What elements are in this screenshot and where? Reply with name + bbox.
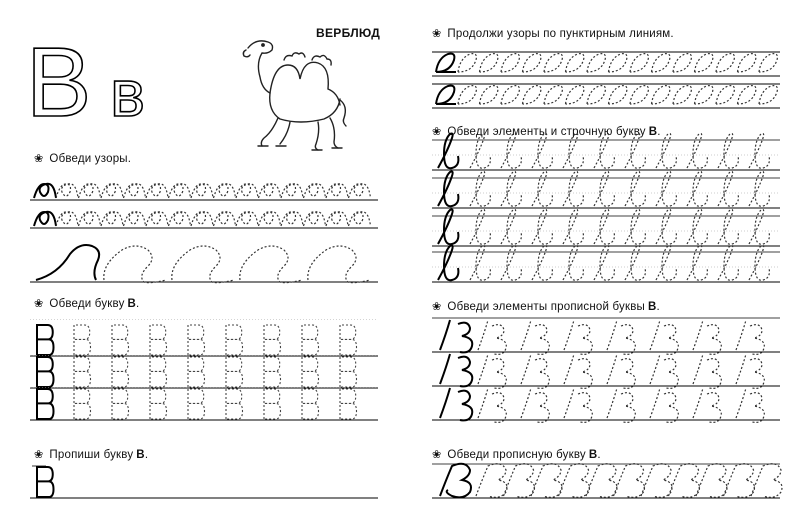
dotted-letter-b: [302, 357, 319, 387]
dotted-element: [607, 388, 635, 422]
dotted-wave: [308, 246, 370, 283]
dotted-wave: [104, 246, 166, 283]
dotted-uppercase-b: [641, 464, 672, 498]
big-uppercase-letter: В: [26, 27, 92, 137]
dotted-element: [470, 134, 490, 169]
dotted-pattern: [501, 86, 519, 104]
dotted-element: [656, 134, 676, 169]
flower-icon: ❀: [34, 153, 44, 165]
dotted-pattern: [716, 54, 734, 72]
dotted-letter-b: [340, 357, 357, 387]
dotted-element: [521, 388, 549, 422]
solid-letter-b: [37, 357, 54, 387]
dotted-element: [478, 320, 506, 354]
dotted-uppercase-b: [586, 464, 617, 498]
instruction-letter: В: [127, 297, 137, 310]
dotted-element: [470, 246, 490, 281]
dotted-uppercase-b: [751, 464, 782, 498]
dotted-pattern: [759, 86, 777, 104]
big-lowercase-letter: в: [110, 56, 146, 130]
dotted-element: [501, 246, 521, 281]
dotted-loop: [259, 212, 281, 226]
dotted-element: [749, 210, 769, 245]
dotted-pattern: [716, 86, 734, 104]
dotted-letter-b: [150, 357, 167, 387]
dotted-element: [687, 134, 707, 169]
dotted-loop: [79, 212, 101, 226]
dotted-loop: [191, 212, 213, 226]
dotted-pattern: [501, 54, 519, 72]
dotted-pattern: [587, 54, 605, 72]
dotted-element: [687, 246, 707, 281]
dotted-pattern: [587, 86, 605, 104]
dotted-pattern: [566, 86, 584, 104]
dotted-element: [749, 172, 769, 207]
dotted-letter-b: [302, 389, 319, 419]
dotted-element: [564, 320, 592, 354]
instruction-text: Обведи элементы прописной буквы: [447, 300, 645, 313]
dotted-element: [718, 172, 738, 207]
dotted-element: [470, 172, 490, 207]
dotted-loop: [304, 212, 326, 226]
dotted-letter-b: [340, 389, 357, 419]
dotted-pattern: [458, 54, 476, 72]
dotted-letter-b: [188, 389, 205, 419]
dotted-element: [736, 354, 764, 388]
dotted-pattern: [673, 54, 691, 72]
dotted-loop: [79, 184, 101, 198]
instruction-text: Обведи букву: [49, 297, 125, 310]
dotted-letter-b: [150, 389, 167, 419]
solid-uppercase-b: [440, 464, 471, 498]
dotted-element: [521, 354, 549, 388]
dotted-element: [563, 134, 583, 169]
dotted-element: [607, 320, 635, 354]
dotted-letter-b: [188, 357, 205, 387]
instruction-letter: В: [648, 125, 658, 138]
instruction-letter: В: [647, 300, 657, 313]
dotted-letter-b: [226, 325, 243, 355]
dotted-letter-b: [112, 357, 129, 387]
dotted-element: [470, 210, 490, 245]
dotted-element: [625, 210, 645, 245]
dotted-loop: [214, 212, 236, 226]
dotted-element: [594, 246, 614, 281]
dotted-letter-b: [74, 389, 91, 419]
dotted-wave: [172, 246, 234, 283]
dotted-loop: [56, 184, 78, 198]
solid-letter-b: [37, 325, 54, 355]
instruction-text: Обведи узоры.: [49, 152, 132, 165]
dotted-element: [478, 354, 506, 388]
dotted-element: [718, 210, 738, 245]
solid-element: [440, 320, 472, 352]
dotted-element: [650, 388, 678, 422]
dotted-uppercase-b: [504, 464, 535, 498]
dotted-element: [687, 210, 707, 245]
dotted-element: [594, 172, 614, 207]
dotted-loop: [124, 184, 146, 198]
dotted-letter-b: [74, 325, 91, 355]
dotted-loop: [349, 212, 371, 226]
dotted-element: [693, 354, 721, 388]
solid-wave: [36, 245, 99, 280]
dotted-letter-b: [188, 325, 205, 355]
dotted-pattern: [695, 54, 713, 72]
instruction-text: Пропиши букву: [49, 448, 134, 461]
dotted-element: [501, 210, 521, 245]
dotted-pattern: [738, 54, 756, 72]
dotted-element: [693, 320, 721, 354]
dotted-element: [650, 354, 678, 388]
dotted-uppercase-b: [724, 464, 755, 498]
solid-letter-b: [37, 389, 54, 419]
dotted-element: [563, 210, 583, 245]
dotted-loop: [349, 184, 371, 198]
dotted-loop: [101, 212, 123, 226]
dotted-loop: [146, 184, 168, 198]
dotted-letter-b: [264, 357, 281, 387]
dotted-loop: [281, 184, 303, 198]
dotted-pattern: [544, 54, 562, 72]
dotted-element: [501, 134, 521, 169]
dotted-pattern: [630, 86, 648, 104]
dotted-letter-b: [226, 389, 243, 419]
dotted-element: [736, 320, 764, 354]
flower-icon: ❀: [432, 301, 442, 313]
flower-icon: ❀: [432, 28, 442, 40]
solid-loop: [34, 184, 56, 198]
dotted-uppercase-b: [669, 464, 700, 498]
instruction-dot: .: [657, 125, 661, 138]
dotted-uppercase-b: [531, 464, 562, 498]
dotted-element: [625, 172, 645, 207]
solid-element: [438, 134, 458, 169]
dotted-loop: [169, 212, 191, 226]
dotted-element: [656, 210, 676, 245]
instruction-text: Обведи прописную букву: [447, 448, 586, 461]
dotted-letter-b: [226, 357, 243, 387]
dotted-pattern: [652, 86, 670, 104]
dotted-loop: [236, 184, 258, 198]
dotted-loop: [259, 184, 281, 198]
dotted-element: [625, 246, 645, 281]
dotted-letter-b: [264, 389, 281, 419]
dotted-element: [594, 134, 614, 169]
word-label: ВЕРБЛЮД: [316, 26, 381, 40]
solid-loop: [34, 212, 56, 226]
dotted-loop: [236, 212, 258, 226]
solid-element: [438, 246, 458, 281]
dotted-element: [749, 134, 769, 169]
dotted-pattern: [609, 54, 627, 72]
dotted-pattern: [458, 86, 476, 104]
dotted-pattern: [480, 54, 498, 72]
solid-element: [438, 210, 458, 245]
instruction-text: Обведи элементы и строчную букву: [447, 125, 646, 138]
dotted-element: [656, 172, 676, 207]
instruction-dot: .: [597, 448, 601, 461]
flower-icon: ❀: [432, 126, 442, 138]
dotted-element: [693, 388, 721, 422]
dotted-element: [521, 320, 549, 354]
dotted-pattern: [566, 54, 584, 72]
dotted-loop: [124, 212, 146, 226]
dotted-pattern: [544, 86, 562, 104]
dotted-element: [563, 172, 583, 207]
dotted-loop: [191, 184, 213, 198]
dotted-element: [564, 354, 592, 388]
dotted-loop: [281, 212, 303, 226]
dotted-element: [749, 246, 769, 281]
dotted-element: [607, 354, 635, 388]
solid-element: [440, 388, 472, 420]
dotted-uppercase-b: [614, 464, 645, 498]
dotted-pattern: [523, 54, 541, 72]
dotted-loop: [214, 184, 236, 198]
instruction-dot: .: [144, 448, 149, 461]
flower-icon: ❀: [34, 298, 44, 310]
dotted-uppercase-b: [476, 464, 507, 498]
dotted-letter-b: [340, 325, 357, 355]
dotted-letter-b: [74, 357, 91, 387]
dotted-pattern: [673, 86, 691, 104]
solid-letter-b: [37, 467, 54, 497]
dotted-pattern: [695, 86, 713, 104]
solid-element: [438, 172, 458, 207]
dotted-element: [718, 134, 738, 169]
dotted-loop: [326, 212, 348, 226]
dotted-loop: [169, 184, 191, 198]
dotted-loop: [101, 184, 123, 198]
dotted-letter-b: [264, 325, 281, 355]
dotted-element: [563, 246, 583, 281]
dotted-pattern: [480, 86, 498, 104]
dotted-letter-b: [150, 325, 167, 355]
dotted-element: [656, 246, 676, 281]
dotted-element: [501, 172, 521, 207]
dotted-pattern: [652, 54, 670, 72]
dotted-element: [532, 172, 552, 207]
dotted-uppercase-b: [696, 464, 727, 498]
dotted-pattern: [523, 86, 541, 104]
dotted-element: [564, 388, 592, 422]
dotted-element: [594, 210, 614, 245]
instruction-dot: .: [656, 300, 660, 313]
instruction-letter: В: [136, 448, 145, 461]
dotted-pattern: [630, 54, 648, 72]
dotted-element: [650, 320, 678, 354]
dotted-loop: [56, 212, 78, 226]
dotted-loop: [146, 212, 168, 226]
dotted-pattern: [738, 86, 756, 104]
dotted-loop: [304, 184, 326, 198]
dotted-element: [532, 246, 552, 281]
instruction-dot: .: [136, 297, 140, 310]
flower-icon: ❀: [34, 449, 44, 461]
instruction-letter: В: [588, 448, 598, 461]
dotted-letter-b: [112, 325, 129, 355]
dotted-element: [478, 388, 506, 422]
flower-icon: ❀: [432, 449, 442, 461]
dotted-element: [736, 388, 764, 422]
dotted-letter-b: [302, 325, 319, 355]
dotted-letter-b: [112, 389, 129, 419]
dotted-element: [687, 172, 707, 207]
dotted-element: [625, 134, 645, 169]
dotted-pattern: [609, 86, 627, 104]
dotted-uppercase-b: [559, 464, 590, 498]
solid-pattern: [436, 86, 456, 104]
instruction-text: Продолжи узоры по пунктирным линиям.: [447, 27, 674, 40]
dotted-pattern: [759, 54, 777, 72]
dotted-loop: [326, 184, 348, 198]
dotted-element: [718, 246, 738, 281]
dotted-element: [532, 134, 552, 169]
dotted-element: [532, 210, 552, 245]
dotted-wave: [240, 246, 302, 283]
solid-pattern: [436, 54, 456, 72]
solid-element: [440, 354, 472, 386]
